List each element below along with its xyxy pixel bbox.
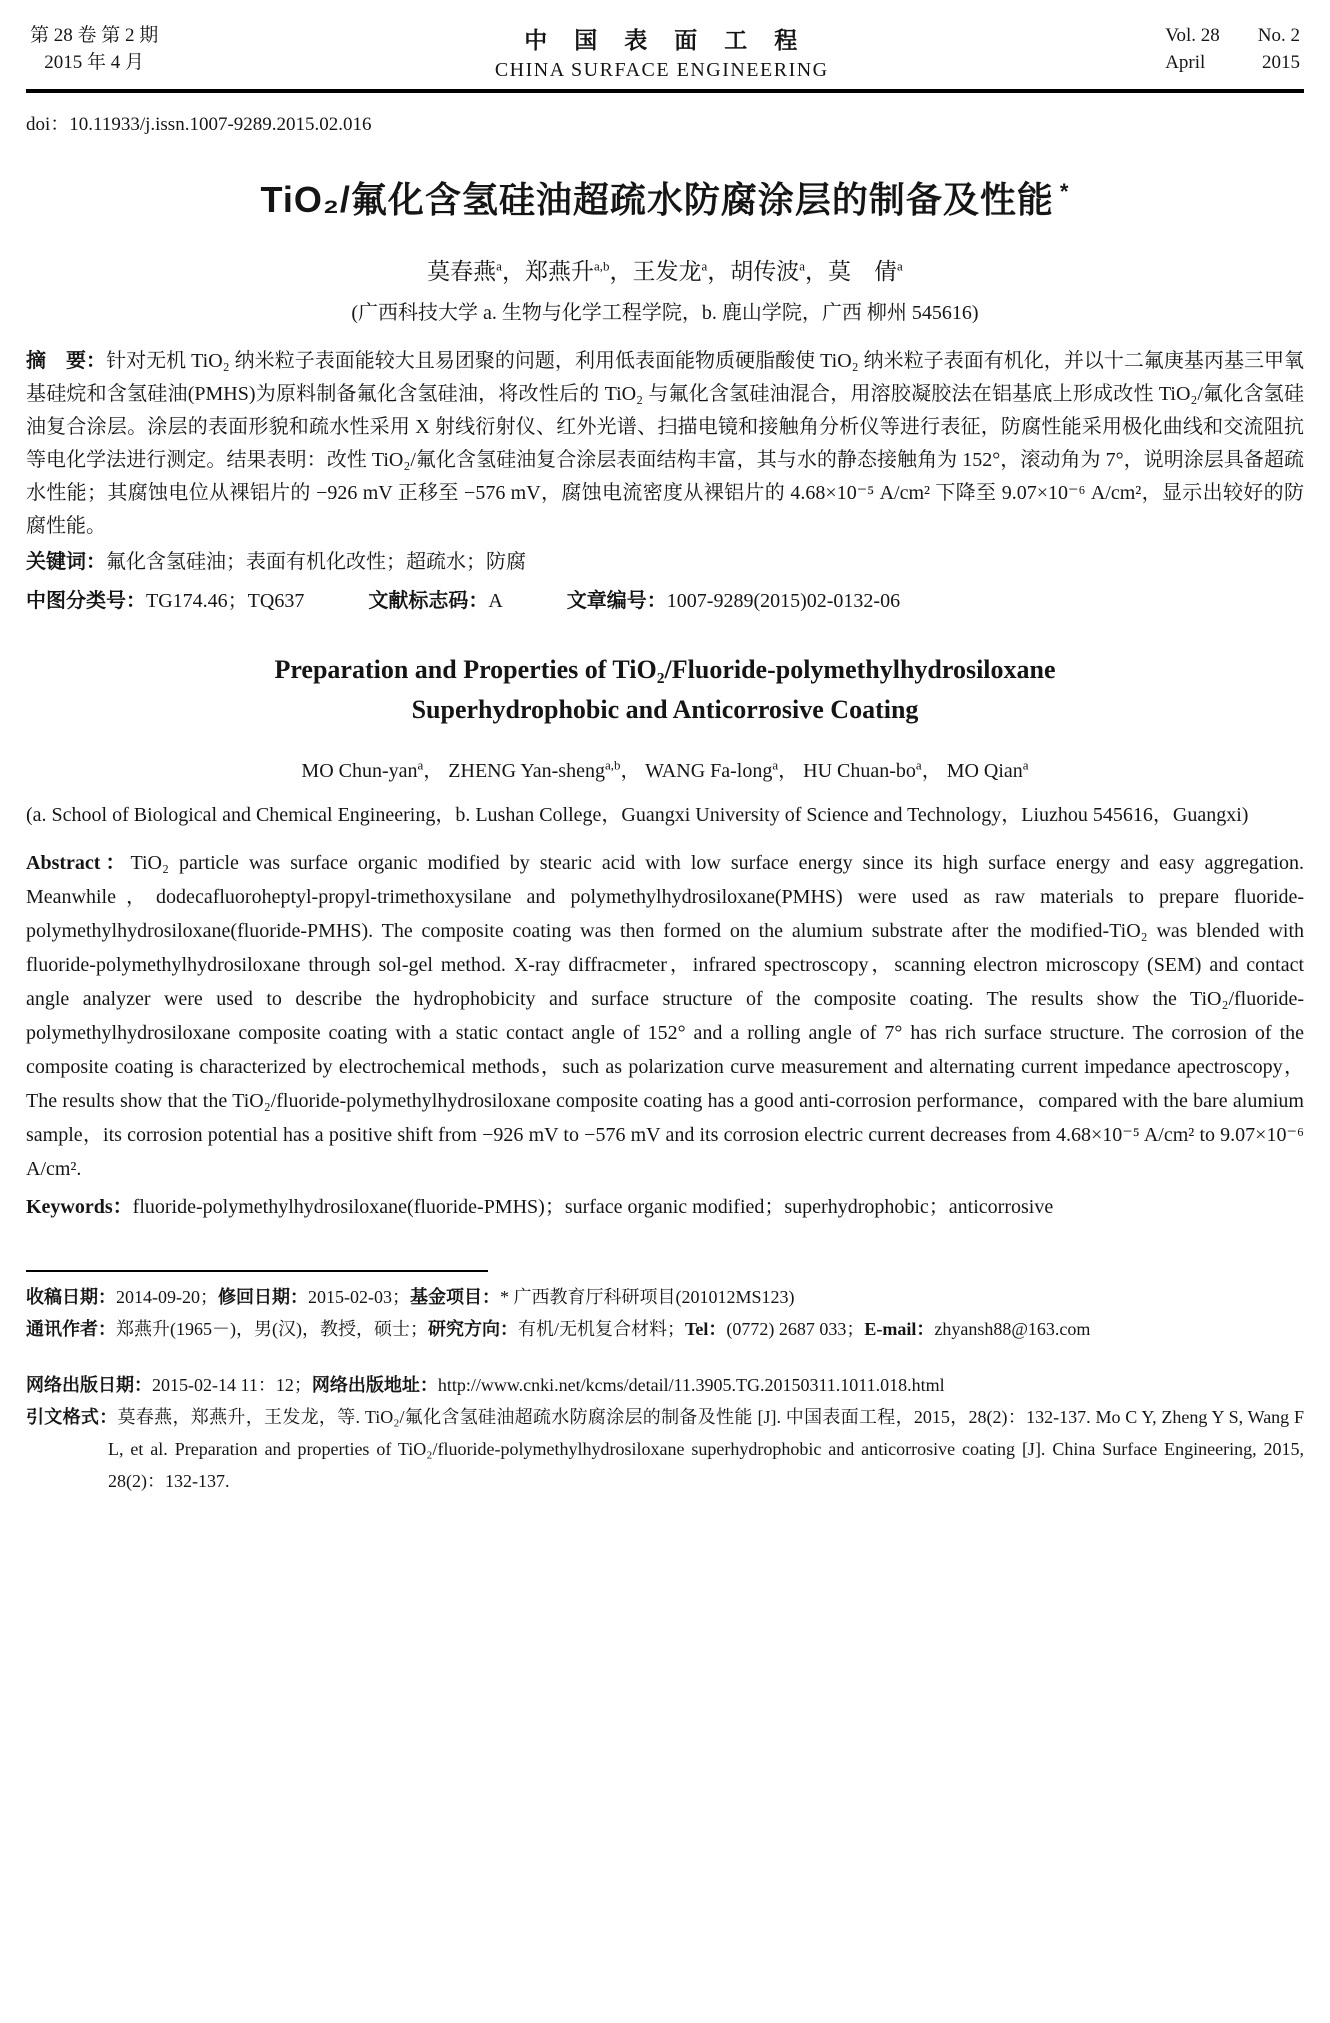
fund-label: 基金项目：: [410, 1287, 500, 1307]
abstract-zh: [26, 345, 1304, 543]
author-separator: ，: [778, 760, 799, 782]
online-date-value: 2015-02-14 11：12；: [152, 1375, 312, 1395]
issue-volume-text: 第 28 卷 第 2 期: [30, 25, 159, 46]
authors-en: [26, 754, 1304, 783]
research-field-label: 研究方向：: [427, 1319, 518, 1339]
article-id: [567, 585, 900, 618]
author-en: [301, 757, 444, 782]
number-text: No. 2: [1257, 25, 1300, 46]
author-separator: ，: [707, 259, 731, 284]
volume-text: Vol. 28: [1165, 25, 1220, 46]
author-name: MO Chun-yan: [301, 760, 418, 782]
author-zh: [632, 259, 730, 284]
abstract-zh-label: 摘 要：: [26, 350, 107, 372]
revised-date-value: 2015-02-03；: [308, 1287, 410, 1307]
author-en: [946, 757, 1029, 782]
author-affil-sup: a: [496, 258, 502, 274]
keywords-en: [26, 1190, 1304, 1224]
article-id-value: 1007-9289(2015)02-0132-06: [666, 590, 901, 612]
author-name: 郑燕升: [524, 259, 594, 284]
issue-date-text: 2015 年 4 月: [44, 52, 145, 73]
abstract-en: [26, 846, 1304, 1186]
article-title-zh: [26, 172, 1304, 223]
author-name: 莫春燕: [427, 259, 497, 284]
footnotes: [26, 1281, 1304, 1497]
masthead-volume-block: [1165, 22, 1300, 76]
footnote-dates-fund: [26, 1281, 1304, 1313]
article-title-en-line1: Preparation and Properties of TiO₂/Fluoride-polymethylhydrosiloxane: [274, 655, 1056, 684]
keywords-en-text: fluoride-polymethylhydrosiloxane(fluoride-PMHS)；surface organic modified；superhydrophobic；anticorrosive: [132, 1196, 1054, 1218]
author-name: ZHENG Yan-sheng: [448, 760, 605, 782]
author-affil-sup: a,b: [604, 757, 621, 773]
classification-line: [26, 585, 1304, 618]
masthead-issue-block: [30, 22, 158, 76]
footnote-online-publication: [26, 1369, 1304, 1401]
author-name: 胡传波: [730, 259, 800, 284]
footnote-citation: [26, 1401, 1304, 1497]
document-code: [368, 585, 502, 618]
revised-date-label: 修回日期：: [218, 1287, 308, 1307]
author-separator: ，: [609, 259, 633, 284]
journal-name-zh: 中 国 表 面 工 程: [524, 27, 800, 53]
author-name: HU Chuan-bo: [803, 760, 916, 782]
online-url-value: http://www.cnki.net/kcms/detail/11.3905.TG.20150311.1011.018.html: [437, 1375, 945, 1395]
abstract-zh-text: 针对无机 TiO₂ 纳米粒子表面能较大且易团聚的问题，利用低表面能物质硬脂酸使 TiO₂ 纳米粒子表面有机化，并以十二氟庚基丙基三甲氧基硅烷和含氢硅油(PMHS)为原料制备氟化含氢硅油，将改性后的 TiO₂ 与氟化含氢硅油混合，用溶胶凝胶法在铝基底上形成改性 TiO₂/氟化含氢硅油复合涂层。涂层的表面形貌和疏水性采用 X 射线衍射仪、红外光谱、扫描电镜和接触角分析仪等进行表征，防腐性能采用极化曲线和交流阻抗等电化学法进行测定。结果表明：改性 TiO₂/氟化含氢硅油复合涂层表面结构丰富，其与水的静态接触角为 152°，滚动角为 7°，说明涂层具备超疏水性能；其腐蚀电位从裸铝片的 −926 mV 正移至 −576 mV，腐蚀电流密度从裸铝片的 4.68×10⁻⁵ A/cm² 下降至 9.07×10⁻⁶ A/cm²，显示出较好的防腐性能。: [26, 350, 1304, 537]
masthead-journal-block: [158, 22, 1165, 82]
corresponding-author-value: 郑燕升(1965－)，男(汉)，教授，硕士；: [116, 1319, 428, 1339]
article-id-label: 文章编号：: [566, 590, 667, 612]
author-zh: [828, 259, 903, 284]
received-date-value: 2014-09-20；: [116, 1287, 218, 1307]
doi-line: doi：10.11933/j.issn.1007-9289.2015.02.016: [26, 114, 372, 135]
author-zh: [730, 259, 828, 284]
keywords-zh-text: 氟化含氢硅油；表面有机化改性；超疏水；防腐: [106, 551, 526, 573]
received-date-label: 收稿日期：: [26, 1287, 116, 1307]
author-name: 莫 倩: [828, 259, 898, 284]
article-title-en-line2: Superhydrophobic and Anticorrosive Coating: [411, 695, 919, 724]
clc-number-value: TG174.46；TQ637: [146, 590, 305, 612]
abstract-en-text: TiO₂ particle was surface organic modified by stearic acid with low surface energy since its high surface energy and easy aggregation. Meanwhile，dodecafluoroheptyl-propyl-trimethoxysilane and polymethylhydrosiloxane(PMHS) were used as raw materials to prepare fluoride-polymethylhydrosiloxane(fluoride-PMHS). The composite coating was then formed on the alumium substrate after the modified-TiO₂ was blended with fluoride-polymethylhydrosiloxane through sol-gel method. X-ray diffracmeter，infrared spectroscopy，scanning electron microscopy (SEM) and contact angle analyzer were used to describe the hydrophobicity and surface structure of the composite coating. The results show the TiO₂/fluoride-polymethylhydrosiloxane composite coating with a static contact angle of 152° and a rolling angle of 7° has rich surface structure. The corrosion of the composite coating is characterized by electrochemical methods，such as polarization curve measurement and alternating current impedance apectroscopy，The results show that the TiO₂/fluoride-polymethylhydrosiloxane composite coating has a good anti-corrosion performance，compared with the bare alumium sample，its corrosion potential has a positive shift from −926 mV to −576 mV and its corrosion electric current decreases from 4.68×10⁻⁵ A/cm² to 9.07×10⁻⁶ A/cm².: [26, 852, 1304, 1180]
author-affil-sup: a: [897, 258, 903, 274]
fund-value: * 广西教育厅科研项目(201012MS123): [500, 1287, 795, 1307]
author-name: 王发龙: [632, 259, 702, 284]
clc-number: [26, 585, 304, 618]
affiliation-zh: (广西科技大学 a. 生物与化学工程学院，b. 鹿山学院，广西 柳州 545616): [351, 302, 979, 324]
author-en: [448, 757, 641, 782]
author-affil-sup: a: [915, 757, 922, 773]
year-text: 2015: [1262, 52, 1300, 73]
keywords-zh-label: 关键词：: [26, 551, 106, 573]
online-date-label: 网络出版日期：: [26, 1375, 152, 1395]
author-affil-sup: a: [701, 258, 708, 274]
title-footnote-mark: *: [1059, 179, 1070, 204]
author-separator: ，: [423, 760, 444, 782]
abstract-en-label: Abstract：: [26, 852, 131, 874]
keywords-zh: [26, 546, 1304, 579]
author-en: [803, 757, 942, 782]
affiliation-en: (a. School of Biological and Chemical Engineering，b. Lushan College，Guangxi University of Science and Technology，Liuzhou 545616，Guangxi): [26, 804, 1249, 826]
month-text: April: [1165, 52, 1206, 73]
author-zh: [525, 259, 633, 284]
email-value: zhyansh88@163.com: [934, 1319, 1091, 1339]
citation-value: 莫春燕，郑燕升，王发龙，等. TiO₂/氟化含氢硅油超疏水防腐涂层的制备及性能 [J]. 中国表面工程，2015，28(2)：132-137. Mo C Y, Zheng Y S, Wang F L, et al. Preparation and properties of TiO₂/fluoride-polymethylhydrosiloxane superhydrophobic and anticorrosive coating [J]. China Surface Engineering, 2015, 28(2)：132-137.: [108, 1407, 1305, 1491]
footnote-rule: [26, 1270, 488, 1272]
authors-zh: [26, 253, 1304, 286]
document-code-label: 文献标志码：: [368, 590, 489, 612]
author-separator: ，: [921, 760, 942, 782]
journal-name-en: CHINA SURFACE ENGINEERING: [494, 59, 829, 81]
clc-number-label: 中图分类号：: [26, 590, 146, 612]
author-affil-sup: a: [1022, 757, 1029, 773]
masthead-rule: [26, 89, 1304, 93]
citation-label: 引文格式：: [26, 1407, 118, 1427]
tel-value: (0772) 2687 033；: [726, 1319, 865, 1339]
journal-masthead: [26, 18, 1304, 82]
keywords-en-label: Keywords：: [26, 1196, 133, 1218]
author-en: [645, 757, 799, 782]
author-separator: ，: [805, 259, 829, 284]
author-affil-sup: a: [799, 258, 806, 274]
article-title-en: [26, 650, 1304, 730]
author-name: WANG Fa-long: [645, 760, 773, 782]
author-name: MO Qian: [946, 760, 1023, 782]
author-zh: [427, 259, 525, 284]
email-label: E-mail：: [864, 1319, 935, 1339]
author-separator: ，: [501, 259, 525, 284]
article-title-zh-text: TiO₂/氟化含氢硅油超疏水防腐涂层的制备及性能: [260, 179, 1054, 220]
author-affil-sup: a: [417, 757, 424, 773]
author-affil-sup: a,b: [593, 258, 610, 274]
footnote-corresponding-author: [26, 1313, 1304, 1345]
corresponding-author-label: 通讯作者：: [26, 1319, 116, 1339]
document-code-value: A: [488, 590, 503, 612]
author-affil-sup: a: [772, 757, 779, 773]
online-url-label: 网络出版地址：: [311, 1375, 438, 1395]
research-field-value: 有机/无机复合材料；: [517, 1319, 685, 1339]
author-separator: ，: [620, 760, 641, 782]
tel-label: Tel：: [685, 1319, 727, 1339]
